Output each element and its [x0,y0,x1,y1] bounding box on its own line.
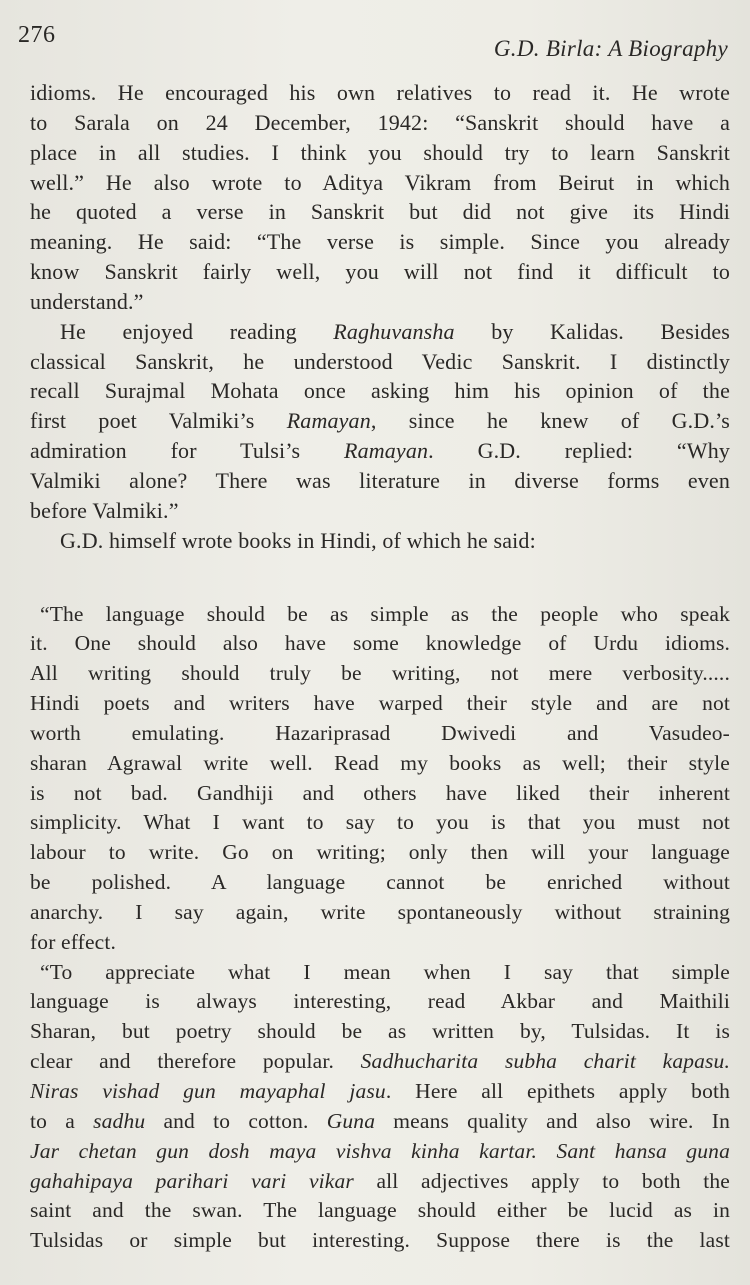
text-line: know Sanskrit fairly well, you will not find it difficult to [30,259,730,285]
text-line: well.” He also wrote to Aditya Vikram from Beirut in which [30,169,730,195]
book-title: Raghuvansha [333,318,455,344]
text-line: he quoted a verse in Sanskrit but did not give its Hindi [30,199,730,225]
text-line: language is always interesting, read Akbar and Maithili [30,989,730,1014]
text-line: be polished. A language cannot be enriched without [30,870,730,895]
text-line: idioms. He encouraged his own relatives to read it. He wrote [30,80,730,105]
book-title: Ramayan [344,438,429,464]
text-line: simplicity. What I want to say to you is that you must not [30,810,730,835]
text-line: first poet Valmiki’s Ramayan, since he knew of G.D.’s [30,408,730,434]
verse-text: Sadhucharita subha charit kapasu. [360,1049,730,1074]
text-line: is not bad. Gandhiji and others have liked their inherent [30,780,730,805]
text-line: for effect. [30,929,117,954]
text-line: before Valmiki.” [30,497,179,523]
narrative-paragraphs [30,78,730,556]
term-sadhu: sadhu [93,1108,146,1133]
text-line: Hindi poets and writers have warped their style and are not [30,691,730,716]
text-line: to Sarala on 24 December, 1942: “Sanskrit should have a [30,109,730,135]
text-line: understand.” [30,288,144,314]
verse-text: Niras vishad gun mayaphal jasu [30,1079,386,1103]
text-line: recall Surajmal Mohata once asking him his opinion of the [30,378,730,404]
text-line: saint and the swan. The language should either be lucid as in [30,1198,730,1223]
verse-text: Jar chetan gun dosh maya vishva kinha kartar. Sant hansa guna [30,1138,730,1163]
text-line: G.D. himself wrote books in Hindi, of which he said: [60,527,536,553]
block-quotation [30,600,730,1257]
book-title: Ramayan [286,408,371,434]
text-line: Niras vishad gun mayaphal jasu. Here all epithets apply both [30,1079,730,1103]
text-line [30,1137,730,1167]
text-line: Sharan, but poetry should be as written by, Tulsidas. It is [30,1019,730,1044]
text-line: sharan Agrawal write well. Read my books as well; their style [30,750,730,775]
page-number: 276 [18,22,56,48]
running-head: G.D. Birla: A Biography [493,36,728,61]
verse-text: gahahipaya parihari vari vikar [30,1168,354,1193]
body-text [30,78,730,1256]
text-line: “To appreciate what I mean when I say that simple [40,959,730,984]
term-guna: Guna [326,1108,376,1133]
text-line: gahahipaya parihari vari vikar all adjectives apply to both the [30,1168,730,1193]
text-line: labour to write. Go on writing; only then will your language [30,840,730,865]
text-line: clear and therefore popular. Sadhucharita subha charit kapasu. [30,1049,730,1074]
text-line: it. One should also have some knowledge of Urdu idioms. [30,631,730,656]
text-line: anarchy. I say again, write spontaneously without straining [30,899,730,924]
text-line: He enjoyed reading Raghuvansha by Kalidas. Besides [60,318,730,344]
text-line: worth emulating. Hazariprasad Dwivedi and Vasudeo- [30,720,730,745]
text-line: classical Sanskrit, he understood Vedic Sanskrit. I distinctly [30,348,730,374]
text-line: All writing should truly be writing, not mere verbosity..... [30,661,730,686]
text-line: place in all studies. I think you should try to learn Sanskrit [30,139,730,165]
text-line: Tulsidas or simple but interesting. Suppose there is the last [30,1228,730,1253]
text-line: admiration for Tulsi’s Ramayan. G.D. replied: “Why [30,438,730,464]
text-line: meaning. He said: “The verse is simple. Since you already [30,229,730,255]
text-line: Valmiki alone? There was literature in diverse forms even [30,467,730,493]
text-line: to a sadhu and to cotton. Guna means quality and also wire. In [30,1108,730,1133]
block-spacer [30,556,730,600]
text-line: “The language should be as simple as the people who speak [40,601,730,626]
